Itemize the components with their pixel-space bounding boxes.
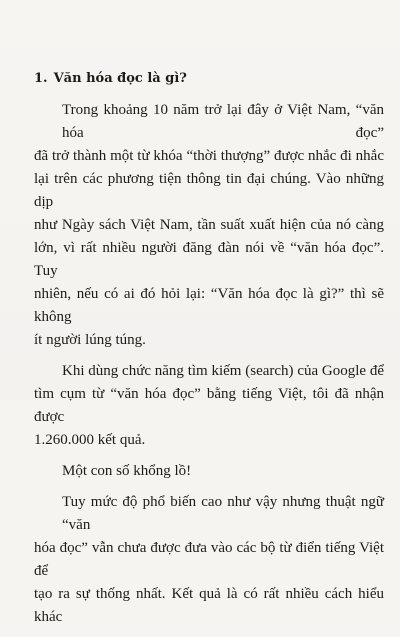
- paragraph-1: [34, 99, 384, 352]
- paragraph-line: tìm cụm từ “văn hóa đọc” bằng tiếng Việt, tôi đã nhận được: [34, 386, 384, 425]
- paragraph-line: hóa đọc” vẫn chưa được đưa vào các bộ từ điển tiếng Việt để: [34, 540, 384, 579]
- paragraph-line: như Ngày sách Việt Nam, tần suất xuất hiện của nó càng: [34, 217, 384, 233]
- paragraph-line: Trong khoảng 10 năm trở lại đây ở Việt Nam, “văn hóa đọc”: [62, 102, 384, 141]
- paragraph-line: ít người lúng túng.: [34, 332, 146, 348]
- section-title: Văn hóa đọc là gì?: [53, 71, 187, 86]
- paragraph-line: lớn, vì rất nhiều người đăng đàn nói về “văn hóa đọc”. Tuy: [34, 240, 384, 279]
- section-heading: [34, 71, 384, 87]
- paragraph-line: Tuy mức độ phổ biến cao như vậy nhưng thuật ngữ “văn: [62, 494, 384, 533]
- paragraph-line: đã trở thành một từ khóa “thời thượng” được nhắc đi nhắc: [34, 148, 384, 164]
- paragraph-line: nhiên, nếu có ai đó hỏi lại: “Văn hóa đọc là gì?” thì sẽ không: [34, 286, 384, 325]
- paragraph-line: 1.260.000 kết quả.: [34, 432, 146, 448]
- paragraph-3: [34, 460, 384, 483]
- show-through-handwriting: ​: [234, 28, 236, 48]
- paragraph-line: lại trên các phương tiện thông tin đại chúng. Vào những dịp: [34, 171, 384, 210]
- paragraph-2: [34, 360, 384, 452]
- page-content: [34, 71, 384, 637]
- section-number: 1.: [34, 71, 48, 86]
- paragraph-line: tạo ra sự thống nhất. Kết quả là có rất nhiều cách hiểu khác: [34, 586, 384, 625]
- paragraph-line: Một con số khổng lồ!: [62, 463, 192, 479]
- paragraph-4: [34, 491, 384, 629]
- paragraph-line: Khi dùng chức năng tìm kiếm (search) của Google để: [62, 363, 384, 379]
